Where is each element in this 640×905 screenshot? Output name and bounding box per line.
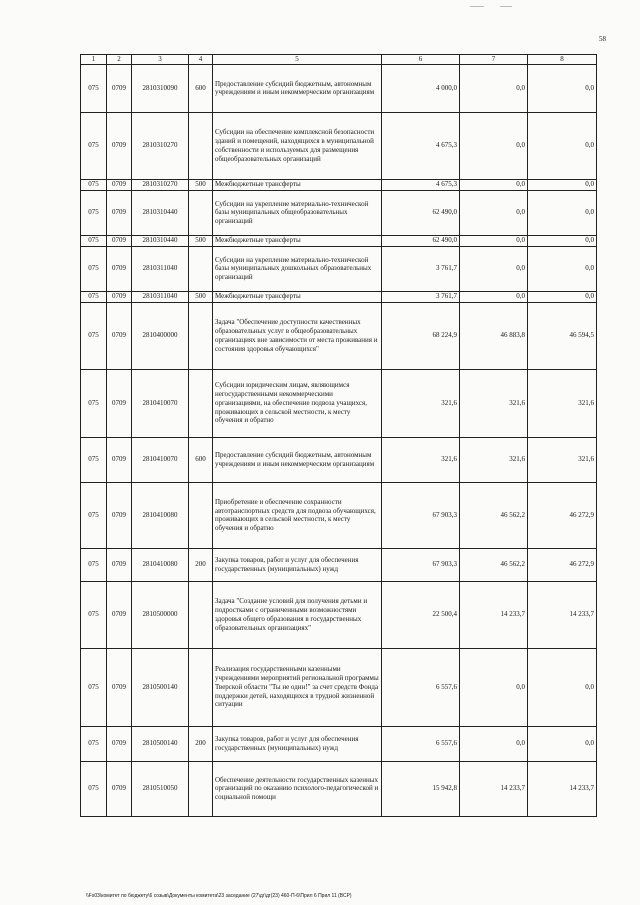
page-number: 58	[599, 35, 606, 43]
cell-value-year3: 46 272,9	[528, 548, 597, 581]
cell-description: Субсидии на укрепление материально-технической базы муниципальных дошкольных образовательных организаций	[213, 246, 382, 291]
cell-type: 600	[189, 437, 213, 482]
cell-value-year2: 321,6	[460, 437, 528, 482]
table-row	[81, 548, 597, 581]
cell-section: 0709	[107, 726, 132, 761]
cell-admin: 075	[81, 190, 107, 235]
cell-admin: 075	[81, 648, 107, 726]
cell-admin: 075	[81, 726, 107, 761]
cell-target: 2810410070	[132, 437, 189, 482]
cell-value-year2: 0,0	[460, 190, 528, 235]
col-header: 5	[213, 55, 382, 65]
cell-target: 2810311040	[132, 246, 189, 291]
cell-value-year2: 0,0	[460, 291, 528, 302]
cell-value-year1: 6 557,6	[382, 726, 460, 761]
cell-value-year1: 6 557,6	[382, 648, 460, 726]
cell-description: Субсидии на обеспечение комплексной безопасности зданий и помещений, находящихся в муниципальной собственности и используемых для размещения общеобразовательных организаций	[213, 112, 382, 179]
cell-value-year3: 0,0	[528, 648, 597, 726]
cell-value-year1: 3 761,7	[382, 291, 460, 302]
cell-section: 0709	[107, 761, 132, 816]
col-header: 3	[132, 55, 189, 65]
cell-description: Субсидии на укрепление материально-технической базы муниципальных общеобразовательных организаций	[213, 190, 382, 235]
cell-value-year2: 46 562,2	[460, 482, 528, 548]
cell-section: 0709	[107, 581, 132, 648]
cell-section: 0709	[107, 64, 132, 112]
cell-section: 0709	[107, 369, 132, 437]
cell-value-year3: 0,0	[528, 179, 597, 190]
cell-section: 0709	[107, 190, 132, 235]
cell-section: 0709	[107, 179, 132, 190]
cell-value-year1: 68 224,9	[382, 302, 460, 369]
cell-target: 2810310440	[132, 190, 189, 235]
cell-value-year3: 0,0	[528, 291, 597, 302]
cell-target: 2810500000	[132, 581, 189, 648]
cell-value-year3: 0,0	[528, 235, 597, 246]
cell-admin: 075	[81, 112, 107, 179]
cell-admin: 075	[81, 246, 107, 291]
table-row	[81, 581, 597, 648]
cell-type	[189, 190, 213, 235]
table-row	[81, 179, 597, 190]
cell-target: 2810510050	[132, 761, 189, 816]
cell-value-year1: 22 500,4	[382, 581, 460, 648]
table-row	[81, 437, 597, 482]
col-header: 2	[107, 55, 132, 65]
cell-admin: 075	[81, 302, 107, 369]
budget-table	[80, 54, 597, 817]
table-row	[81, 369, 597, 437]
cell-type: 500	[189, 291, 213, 302]
col-header: 7	[460, 55, 528, 65]
cell-target: 2810500140	[132, 726, 189, 761]
cell-target: 2810400000	[132, 302, 189, 369]
cell-target: 2810410080	[132, 482, 189, 548]
cell-value-year1: 4 675,3	[382, 179, 460, 190]
cell-description: Предоставление субсидий бюджетным, автономным учреждениям и иным некоммерческим организациям	[213, 437, 382, 482]
table-row	[81, 291, 597, 302]
cell-value-year3: 14 233,7	[528, 581, 597, 648]
cell-value-year3: 0,0	[528, 246, 597, 291]
cell-type: 200	[189, 726, 213, 761]
header-row	[81, 55, 597, 65]
cell-value-year1: 15 942,8	[382, 761, 460, 816]
table-row	[81, 482, 597, 548]
cell-description: Задача "Создание условий для получения детьми и подростками с ограниченными возможностями здоровья общего образования в государственных образовательных организациях"	[213, 581, 382, 648]
cell-value-year1: 62 490,0	[382, 190, 460, 235]
cell-value-year2: 0,0	[460, 726, 528, 761]
cell-value-year2: 14 233,7	[460, 761, 528, 816]
cell-admin: 075	[81, 235, 107, 246]
cell-description: Межбюджетные трансферты	[213, 179, 382, 190]
scan-mark	[500, 6, 512, 7]
cell-admin: 075	[81, 64, 107, 112]
cell-description: Закупка товаров, работ и услуг для обеспечения государственных (муниципальных) нужд	[213, 548, 382, 581]
cell-description: Субсидии юридическим лицам, являющимся негосударственными некоммерческими организациями, на обеспечение подвоза учащихся, проживающих в сельской местности, к месту обучения и обратно	[213, 369, 382, 437]
cell-description: Приобретение и обеспечение сохранности автотранспортных средств для подвоза обучающихся, проживающих в сельской местности, к месту обучения и обратно	[213, 482, 382, 548]
cell-admin: 075	[81, 179, 107, 190]
cell-type: 600	[189, 64, 213, 112]
cell-value-year2: 0,0	[460, 648, 528, 726]
table-row	[81, 190, 597, 235]
cell-value-year2: 0,0	[460, 235, 528, 246]
table-row	[81, 235, 597, 246]
table-row	[81, 64, 597, 112]
cell-value-year3: 0,0	[528, 64, 597, 112]
cell-description: Межбюджетные трансферты	[213, 235, 382, 246]
col-header: 8	[528, 55, 597, 65]
cell-description: Предоставление субсидий бюджетным, автономным учреждениям и иным некоммерческим организациям	[213, 64, 382, 112]
cell-type: 500	[189, 235, 213, 246]
table-row	[81, 246, 597, 291]
cell-value-year3: 321,6	[528, 369, 597, 437]
cell-value-year1: 67 903,3	[382, 548, 460, 581]
cell-section: 0709	[107, 235, 132, 246]
cell-description: Закупка товаров, работ и услуг для обеспечения государственных (муниципальных) нужд	[213, 726, 382, 761]
file-path-footer: \\Fs03\комитет по бюджету\6 созыв\Документы комитета\23 заседание (27\дг\дг(23) 460-П-6\Прил 6 Прил 11 (ВСР)	[86, 893, 352, 899]
cell-type	[189, 302, 213, 369]
cell-type	[189, 369, 213, 437]
cell-section: 0709	[107, 437, 132, 482]
cell-value-year2: 46 883,8	[460, 302, 528, 369]
cell-target: 2810310440	[132, 235, 189, 246]
cell-section: 0709	[107, 548, 132, 581]
cell-type	[189, 648, 213, 726]
cell-description: Межбюджетные трансферты	[213, 291, 382, 302]
cell-value-year1: 4 000,0	[382, 64, 460, 112]
cell-type	[189, 482, 213, 548]
cell-admin: 075	[81, 437, 107, 482]
cell-value-year3: 14 233,7	[528, 761, 597, 816]
cell-section: 0709	[107, 246, 132, 291]
table-row	[81, 302, 597, 369]
cell-target: 2810310090	[132, 64, 189, 112]
cell-value-year1: 3 761,7	[382, 246, 460, 291]
cell-value-year2: 0,0	[460, 179, 528, 190]
cell-section: 0709	[107, 302, 132, 369]
cell-section: 0709	[107, 291, 132, 302]
cell-value-year3: 0,0	[528, 190, 597, 235]
cell-value-year3: 46 272,9	[528, 482, 597, 548]
col-header: 1	[81, 55, 107, 65]
cell-value-year2: 0,0	[460, 246, 528, 291]
cell-target: 2810310270	[132, 112, 189, 179]
cell-value-year3: 321,6	[528, 437, 597, 482]
cell-admin: 075	[81, 761, 107, 816]
cell-value-year2: 321,6	[460, 369, 528, 437]
cell-value-year1: 321,6	[382, 369, 460, 437]
col-header: 4	[189, 55, 213, 65]
cell-type	[189, 246, 213, 291]
cell-type: 200	[189, 548, 213, 581]
cell-target: 2810410070	[132, 369, 189, 437]
cell-type	[189, 112, 213, 179]
cell-value-year2: 46 562,2	[460, 548, 528, 581]
cell-value-year2: 14 233,7	[460, 581, 528, 648]
cell-section: 0709	[107, 648, 132, 726]
cell-type	[189, 581, 213, 648]
table-row	[81, 726, 597, 761]
cell-value-year1: 321,6	[382, 437, 460, 482]
cell-value-year3: 0,0	[528, 112, 597, 179]
col-header: 6	[382, 55, 460, 65]
scan-mark	[470, 6, 484, 7]
cell-description: Реализация государственными казенными учреждениями мероприятий региональной программы Тверской области "Ты не один!" за счет средств Фонда поддержки детей, находящихся в трудной жизненной ситуации	[213, 648, 382, 726]
cell-value-year2: 0,0	[460, 64, 528, 112]
cell-description: Задача "Обеспечение доступности качественных образовательных услуг в общеобразовательных организациях вне зависимости от места проживания и состояния здоровья обучающихся"	[213, 302, 382, 369]
table-row	[81, 112, 597, 179]
cell-admin: 075	[81, 548, 107, 581]
cell-section: 0709	[107, 112, 132, 179]
table-row	[81, 648, 597, 726]
cell-value-year3: 0,0	[528, 726, 597, 761]
cell-value-year2: 0,0	[460, 112, 528, 179]
table-row	[81, 761, 597, 816]
cell-section: 0709	[107, 482, 132, 548]
cell-value-year1: 62 490,0	[382, 235, 460, 246]
cell-value-year1: 67 903,3	[382, 482, 460, 548]
cell-target: 2810311040	[132, 291, 189, 302]
cell-type	[189, 761, 213, 816]
cell-value-year3: 46 594,5	[528, 302, 597, 369]
cell-admin: 075	[81, 482, 107, 548]
cell-target: 2810410080	[132, 548, 189, 581]
cell-value-year1: 4 675,3	[382, 112, 460, 179]
cell-description: Обеспечение деятельности государственных казенных организаций по оказанию психолого-педагогической и социальной помощи	[213, 761, 382, 816]
cell-admin: 075	[81, 369, 107, 437]
cell-type: 500	[189, 179, 213, 190]
cell-target: 2810310270	[132, 179, 189, 190]
cell-admin: 075	[81, 581, 107, 648]
cell-target: 2810500140	[132, 648, 189, 726]
cell-admin: 075	[81, 291, 107, 302]
